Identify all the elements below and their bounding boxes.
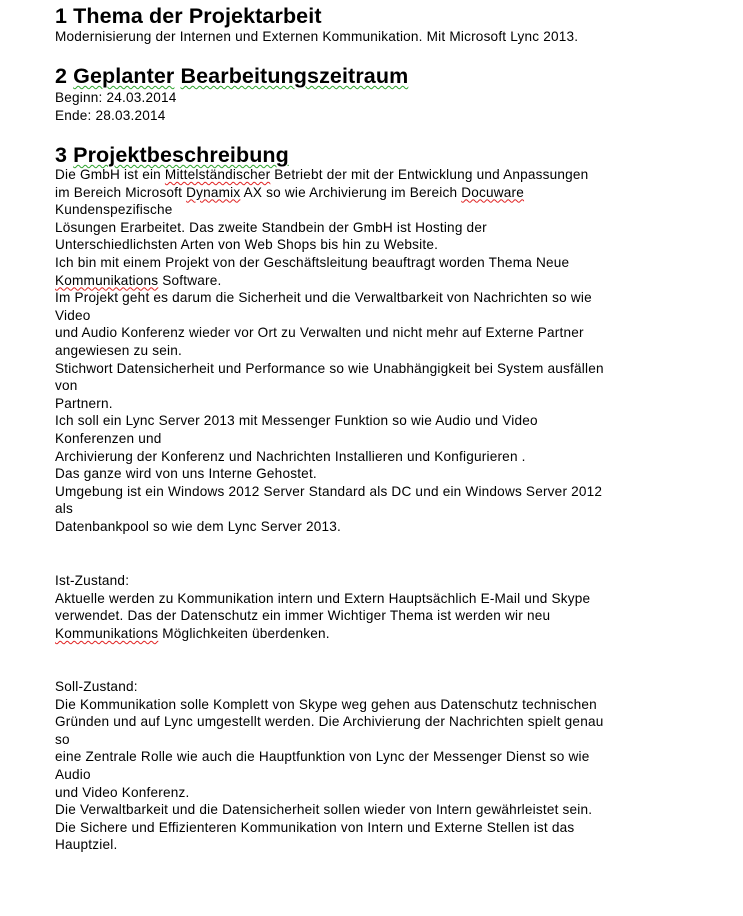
text-line (55, 219, 604, 237)
text-segment: Video (55, 307, 91, 323)
text-segment: und Audio Konferenz wieder vor Ort zu Verwalten und nicht mehr auf Externe Partner (55, 325, 584, 341)
text-line (55, 360, 604, 378)
section-3-body (55, 166, 604, 535)
text-line (55, 184, 604, 202)
text-segment: Dynamix (186, 184, 241, 200)
text-segment: Ich bin mit einem Projekt von der Geschäftsleitung beauftragt worden Thema Neue (55, 254, 570, 270)
text-line (55, 607, 590, 625)
text-segment: Das ganze wird von uns Interne Gehostet. (55, 466, 317, 482)
ist-zustand-label: Ist-Zustand: (55, 573, 130, 588)
text-segment: von (55, 378, 78, 394)
section-2-title-word-1: Geplanter (73, 64, 175, 88)
section-2-title-word-2: Bearbeitungszeitraum (180, 64, 409, 88)
text-line (55, 836, 603, 854)
text-line (55, 430, 604, 448)
soll-zustand-label: Soll-Zustand: (55, 679, 138, 694)
text-segment: Lösungen Erarbeitet. Das zweite Standbein der GmbH ist Hosting der (55, 219, 487, 235)
text-line (55, 713, 603, 731)
text-segment: und Video Konferenz. (55, 784, 190, 800)
text-segment: Ich soll ein Lync Server 2013 mit Messenger Funktion so wie Audio und Video (55, 413, 538, 429)
text-segment: AX so wie Archivierung im Bereich (240, 184, 462, 200)
section-1-heading (55, 3, 322, 29)
text-segment: Gründen und auf Lync umgestellt werden. Die Archivierung der Nachrichten spielt genau (55, 714, 604, 730)
text-line (55, 377, 604, 395)
text-line (55, 412, 604, 430)
text-segment: so (55, 731, 70, 747)
text-segment: Die GmbH ist ein (55, 167, 165, 182)
text-line (55, 465, 604, 483)
text-line (55, 307, 604, 325)
text-segment: Konferenzen und (55, 430, 162, 446)
text-segment: angewiesen zu sein. (55, 342, 182, 358)
text-segment: Betriebt der mit der Entwicklung und Anpassungen (270, 167, 589, 182)
text-line (55, 289, 604, 307)
text-segment: Kommunikations (55, 272, 159, 288)
text-line (55, 801, 603, 819)
text-line (55, 448, 604, 466)
text-line (55, 748, 603, 766)
text-segment: verwendet. Das der Datenschutz ein immer Wichtiger Thema ist werden wir neu (55, 608, 551, 624)
text-segment: Partnern. (55, 395, 113, 411)
text-segment: Mittelständischer (164, 167, 271, 182)
section-2-heading (55, 63, 408, 89)
ist-zustand-block (55, 572, 590, 642)
text-segment: Kommunikations (55, 625, 159, 641)
text-line (55, 819, 603, 837)
text-line (55, 784, 603, 802)
soll-zustand-block (55, 678, 603, 854)
text-segment: Die Sichere und Effizienteren Kommunikation von Intern und Externe Stellen ist das (55, 819, 575, 835)
text-line (55, 518, 604, 536)
text-segment: als (55, 501, 73, 517)
section-2-body (55, 89, 177, 124)
text-line (55, 625, 590, 643)
text-line (55, 395, 604, 413)
text-segment: Hauptziel. (55, 837, 118, 853)
section-1-text: Modernisierung der Internen und Externen Kommunikation. Mit Microsoft Lync 2013. (55, 29, 579, 44)
section-1-body (55, 28, 578, 46)
text-segment: Docuware (461, 184, 525, 200)
text-segment: Stichwort Datensicherheit und Performance so wie Unabhängigkeit bei System ausfällen (55, 360, 604, 376)
text-segment: Möglichkeiten überdenken. (158, 625, 330, 641)
text-segment: Die Kommunikation solle Komplett von Skype weg gehen aus Datenschutz technischen (55, 696, 597, 712)
text-line (55, 254, 604, 272)
section-3-title: Projektbeschreibung (73, 143, 289, 167)
text-segment: Unterschiedlichsten Arten von Web Shops bis hin zu Website. (55, 237, 439, 253)
text-line (55, 324, 604, 342)
text-line (55, 766, 603, 784)
section-1-number: 1 (55, 4, 68, 28)
text-segment: Im Projekt geht es darum die Sicherheit und die Verwaltbarkeit von Nachrichten so wie (55, 290, 592, 306)
ist-zustand-lines (55, 590, 590, 643)
section-3-number: 3 (55, 143, 68, 167)
text-segment: eine Zentrale Rolle wie auch die Hauptfunktion von Lync der Messenger Dienst so wie (55, 749, 590, 765)
text-segment: Archivierung der Konferenz und Nachrichten Installieren und Konfigurieren . (55, 448, 526, 464)
soll-zustand-lines (55, 696, 603, 854)
text-line (55, 236, 604, 254)
section-1-title: Thema der Projektarbeit (73, 4, 322, 28)
begin-date: Beginn: 24.03.2014 (55, 90, 177, 105)
section-2-number: 2 (55, 64, 68, 88)
text-line (55, 342, 604, 360)
text-segment: Datenbankpool so wie dem Lync Server 2013. (55, 518, 341, 534)
section-3-heading (55, 142, 289, 168)
text-segment: Umgebung ist ein Windows 2012 Server Standard als DC und ein Windows Server 2012 (55, 483, 603, 499)
text-line (55, 500, 604, 518)
text-line (55, 696, 603, 714)
text-line (55, 272, 604, 290)
text-segment: Audio (55, 766, 91, 782)
text-segment: im Bereich Microsoft (55, 184, 187, 200)
end-date: Ende: 28.03.2014 (55, 107, 166, 123)
text-line (55, 483, 604, 501)
text-segment: Kundenspezifische (55, 202, 173, 218)
text-line (55, 201, 604, 219)
text-line (55, 731, 603, 749)
text-segment: Die Verwaltbarkeit und die Datensicherheit sollen wieder von Intern gewährleistet sein. (55, 802, 593, 818)
text-line (55, 166, 604, 184)
text-segment: Aktuelle werden zu Kommunikation intern und Extern Hauptsächlich E-Mail und Skype (55, 590, 591, 606)
text-segment: Software. (158, 272, 222, 288)
text-line (55, 590, 590, 608)
